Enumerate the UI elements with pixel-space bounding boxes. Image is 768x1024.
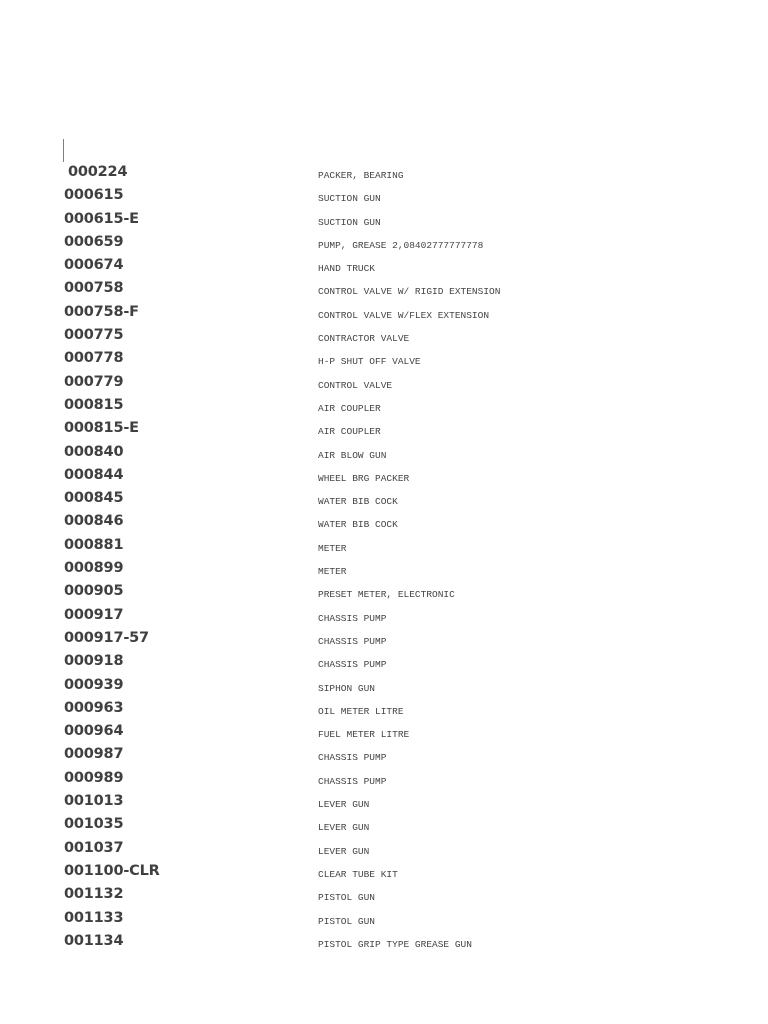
part-description: LEVER GUN <box>318 845 370 857</box>
list-item <box>0 278 768 301</box>
part-number: 000963 <box>64 699 124 716</box>
part-description: SIPHON GUN <box>318 682 376 694</box>
part-number: 000674 <box>64 257 124 274</box>
part-description: PRESET METER, ELECTRONIC <box>318 589 455 601</box>
list-item <box>0 744 768 767</box>
part-number: 000615 <box>64 187 124 204</box>
text-cursor <box>63 139 64 162</box>
part-description: CHASSIS PUMP <box>318 775 387 787</box>
part-description: FUEL METER LITRE <box>318 729 410 741</box>
list-item <box>0 395 768 418</box>
part-number: 000815-E <box>64 420 139 437</box>
part-description: LEVER GUN <box>318 822 370 834</box>
list-item <box>0 838 768 861</box>
list-item <box>0 302 768 325</box>
part-description: HAND TRUCK <box>318 263 376 275</box>
list-item <box>0 372 768 395</box>
list-item <box>0 651 768 674</box>
part-number: 000758-F <box>64 303 139 320</box>
list-item <box>0 675 768 698</box>
part-description: METER <box>318 542 347 554</box>
list-item <box>0 558 768 581</box>
part-description: CHASSIS PUMP <box>318 635 387 647</box>
part-description: PISTOL GUN <box>318 892 376 904</box>
list-item <box>0 348 768 371</box>
part-number: 000918 <box>64 653 124 670</box>
part-number: 000905 <box>64 583 124 600</box>
part-number: 000899 <box>64 560 124 577</box>
part-number: 000845 <box>64 490 124 507</box>
part-description: CONTROL VALVE <box>318 379 393 391</box>
part-number: 000758 <box>64 280 124 297</box>
part-description: CONTROL VALVE W/ RIGID EXTENSION <box>318 286 501 298</box>
part-description: AIR COUPLER <box>318 426 381 438</box>
part-description: CHASSIS PUMP <box>318 612 387 624</box>
part-description: AIR BLOW GUN <box>318 449 387 461</box>
part-number: 000917 <box>64 606 124 623</box>
part-number: 000779 <box>64 373 124 390</box>
part-number: 000659 <box>64 233 124 250</box>
part-number: 001134 <box>64 932 124 949</box>
part-number: 001132 <box>64 886 124 903</box>
list-item <box>0 511 768 534</box>
part-description: CONTRACTOR VALVE <box>318 333 410 345</box>
part-description: PISTOL GRIP TYPE GREASE GUN <box>318 938 472 950</box>
list-item <box>0 162 768 185</box>
part-number: 000840 <box>64 443 124 460</box>
part-description: H-P SHUT OFF VALVE <box>318 356 421 368</box>
list-item <box>0 768 768 791</box>
part-number: 000989 <box>64 769 124 786</box>
list-item <box>0 488 768 511</box>
list-item <box>0 931 768 954</box>
list-item <box>0 884 768 907</box>
part-number: 000615-E <box>64 210 139 227</box>
parts-list <box>0 162 768 954</box>
part-description: CHASSIS PUMP <box>318 752 387 764</box>
list-item <box>0 861 768 884</box>
part-number: 000964 <box>64 723 124 740</box>
list-item <box>0 465 768 488</box>
part-number: 001035 <box>64 816 124 833</box>
part-number: 001100-CLR <box>64 862 160 879</box>
list-item <box>0 791 768 814</box>
part-description: SUCTION GUN <box>318 193 381 205</box>
part-number: 000815 <box>64 396 124 413</box>
part-description: PISTOL GUN <box>318 915 376 927</box>
part-number: 000844 <box>64 466 124 483</box>
list-item <box>0 185 768 208</box>
part-number: 000939 <box>64 676 124 693</box>
part-description: CLEAR TUBE KIT <box>318 868 398 880</box>
list-item <box>0 721 768 744</box>
list-item <box>0 814 768 837</box>
list-item <box>0 908 768 931</box>
part-description: OIL METER LITRE <box>318 705 404 717</box>
part-number: 001133 <box>64 909 124 926</box>
part-description: PUMP, GREASE 2,08402777777778 <box>318 239 484 251</box>
list-item <box>0 628 768 651</box>
part-description: LEVER GUN <box>318 799 370 811</box>
part-description: CHASSIS PUMP <box>318 659 387 671</box>
list-item <box>0 698 768 721</box>
list-item <box>0 581 768 604</box>
part-description: WATER BIB COCK <box>318 519 398 531</box>
part-description: AIR COUPLER <box>318 402 381 414</box>
list-item <box>0 442 768 465</box>
part-number: 000917-57 <box>64 629 149 646</box>
part-number: 000778 <box>64 350 124 367</box>
part-description: CONTROL VALVE W/FLEX EXTENSION <box>318 309 490 321</box>
part-number: 000881 <box>64 536 124 553</box>
list-item <box>0 325 768 348</box>
part-number: 000224 <box>68 164 128 180</box>
list-item <box>0 605 768 628</box>
part-number: 001013 <box>64 793 124 810</box>
part-number: 000846 <box>64 513 124 530</box>
part-description: WATER BIB COCK <box>318 496 398 508</box>
list-item <box>0 255 768 278</box>
part-number: 000987 <box>64 746 124 763</box>
part-description: METER <box>318 566 347 578</box>
part-description: PACKER, BEARING <box>318 170 404 181</box>
list-item <box>0 418 768 441</box>
part-number: 000775 <box>64 327 124 344</box>
part-description: WHEEL BRG PACKER <box>318 472 410 484</box>
list-item <box>0 209 768 232</box>
part-description: SUCTION GUN <box>318 216 381 228</box>
list-item <box>0 232 768 255</box>
list-item <box>0 535 768 558</box>
part-number: 001037 <box>64 839 124 856</box>
